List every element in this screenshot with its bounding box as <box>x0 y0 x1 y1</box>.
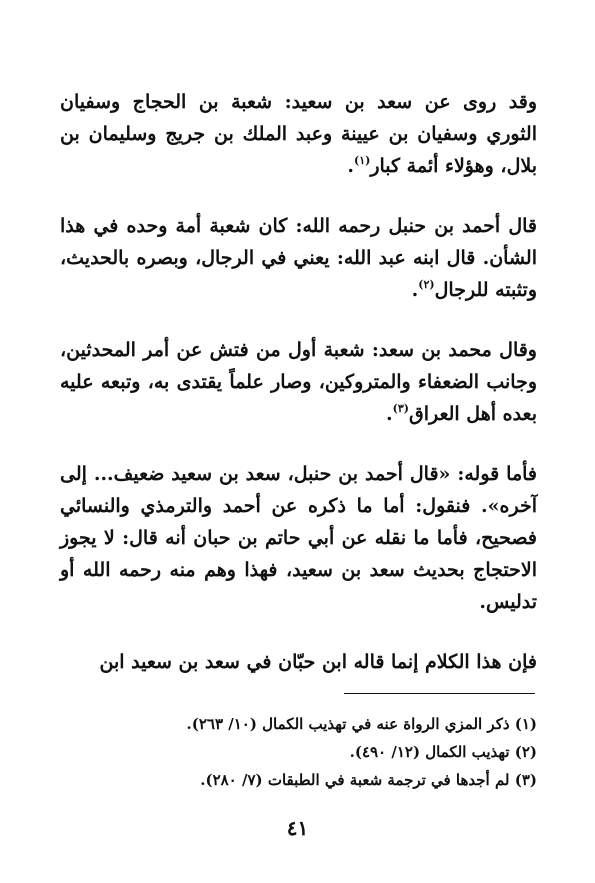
footnote: (٣) لم أجدها في ترجمة شعبة في الطبقات (٧/ ٢٨٠). <box>200 771 537 789</box>
paragraph-text: فأما قوله: «قال أحمد بن حنبل، سعد بن سعيد ضعيف... إلى آخره». فنقول: أما ما ذكره عن أحمد والترمذي والنسائي فصحيح، فأما ما نقله عن أبي حاتم بن حبان أنه قال: لا يجوز الاحتجاج بحديث سعد بن سعيد، فهذا وهم منه رحمه الله أو تدليس. <box>60 463 537 613</box>
paragraph-tail: . <box>411 279 419 301</box>
paragraph <box>60 458 537 618</box>
footnote-ref: (٢) <box>418 278 435 291</box>
paragraph-tail: . <box>347 155 354 177</box>
paragraph-text: وقال محمد بن سعد: شعبة أول من فتش عن أمر المحدثين، وجانب الضعفاء والمتروكين، وصار علماً يقتدى به، وتبعه عليه بعده أهل العراق <box>60 339 537 425</box>
footnote-divider <box>344 693 535 694</box>
paragraph <box>60 210 537 306</box>
footnote: (٢) تهذيب الكمال (١٢/ ٤٩٠). <box>349 743 537 761</box>
footnote: (١) ذكر المزي الرواة عنه في تهذيب الكمال (١٠/ ٢٦٣). <box>186 715 537 733</box>
paragraph-text: وقد روى عن سعد بن سعيد: شعبة بن الحجاج وسفيان الثوري وسفيان بن عيينة وعبد الملك بن جريج وسليمان بن بلال، وهؤلاء أئمة كبار <box>60 91 537 177</box>
footnote-ref: (٣) <box>392 402 409 415</box>
page-number: ٤١ <box>286 816 309 840</box>
paragraph-text: فإن هذا الكلام إنما قاله ابن حبّان في سعد بن سعيد ابن <box>99 651 537 673</box>
paragraph <box>60 646 537 678</box>
paragraph <box>60 86 537 182</box>
footnote-ref: (١) <box>353 154 371 167</box>
paragraph <box>60 334 537 430</box>
main-text <box>60 86 537 678</box>
footnotes <box>100 710 537 794</box>
paragraph-tail: . <box>385 403 393 425</box>
paragraph-text: قال أحمد بن حنبل رحمه الله: كان شعبة أمة وحده في هذا الشأن. قال ابنه عبد الله: يعني في الرجال، وبصره بالحديث، وتثبته للرجال <box>60 215 537 301</box>
